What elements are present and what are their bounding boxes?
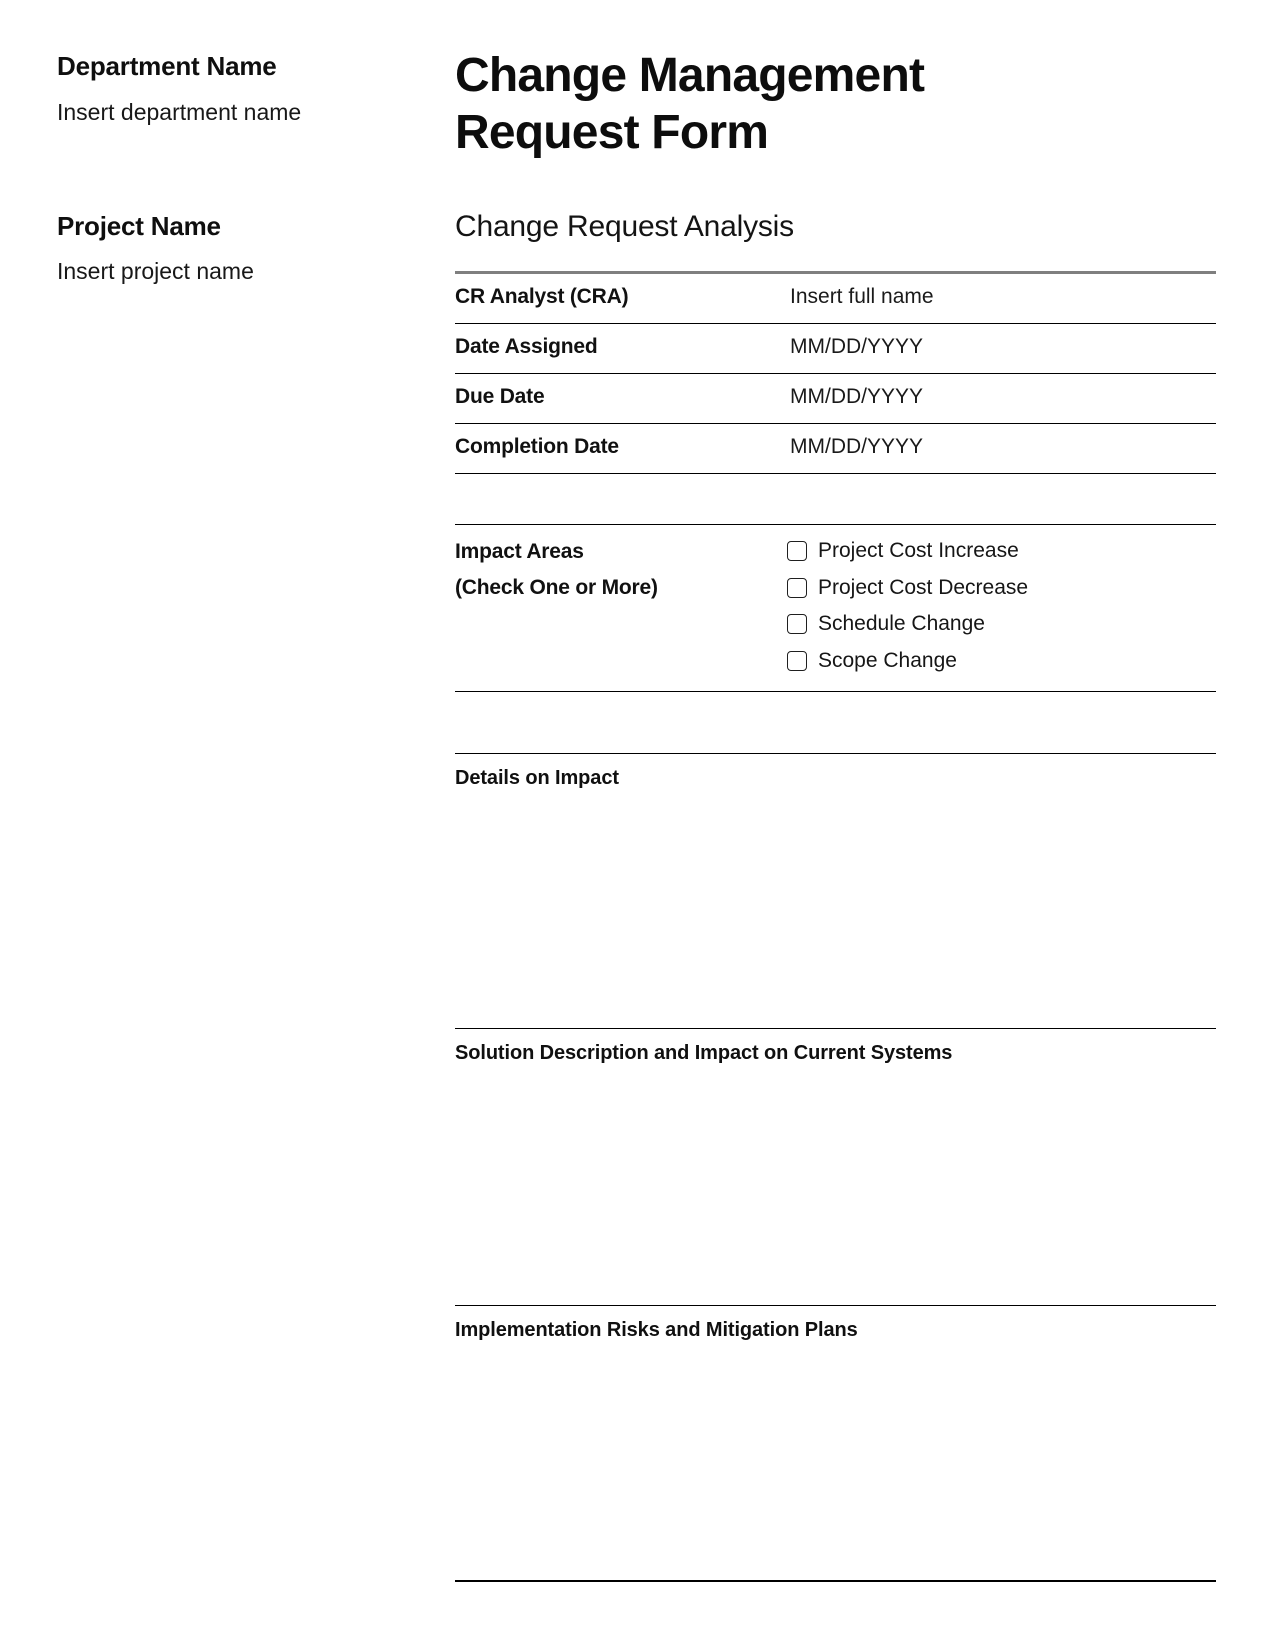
impact-option-schedule-change[interactable] (787, 606, 1216, 643)
cr-analyst-label: CR Analyst (CRA) (455, 285, 629, 308)
solution-description-section (455, 1028, 1216, 1305)
project-name-label: Project Name (57, 211, 221, 241)
table-row (455, 374, 1216, 424)
department-name-label: Department Name (57, 51, 277, 81)
completion-date-field[interactable]: MM/DD/YYYY (790, 435, 924, 458)
solution-description-input-area[interactable] (455, 1077, 1216, 1303)
impact-option-label: Project Cost Increase (818, 539, 1019, 563)
details-on-impact-section (455, 753, 1216, 1028)
table-row (455, 274, 1216, 324)
due-date-field[interactable]: MM/DD/YYYY (790, 385, 924, 408)
department-name-field[interactable]: Insert department name (57, 99, 302, 125)
impact-options-list (787, 533, 1216, 679)
impact-option-label: Schedule Change (818, 612, 985, 636)
solution-description-heading: Solution Description and Impact on Current Systems (455, 1042, 953, 1064)
implementation-risks-heading: Implementation Risks and Mitigation Plans (455, 1319, 858, 1341)
date-assigned-field[interactable]: MM/DD/YYYY (790, 335, 924, 358)
impact-option-project-cost-increase[interactable] (787, 533, 1216, 570)
table-row (455, 424, 1216, 474)
table-row (455, 324, 1216, 374)
checkbox-project-cost-increase[interactable] (787, 541, 807, 561)
impact-areas-block (455, 524, 1216, 692)
impact-option-label: Project Cost Decrease (818, 575, 1029, 599)
impact-areas-label-line2: (Check One or More) (455, 576, 658, 599)
checkbox-schedule-change[interactable] (787, 614, 807, 634)
project-name-field[interactable]: Insert project name (57, 258, 254, 284)
impact-option-label: Scope Change (818, 649, 957, 673)
change-request-analysis-heading: Change Request Analysis (455, 210, 794, 243)
checkbox-scope-change[interactable] (787, 651, 807, 671)
analysis-table (455, 271, 1216, 474)
impact-areas-label (455, 534, 658, 606)
page-title: Change Management Request Form (455, 49, 925, 159)
details-on-impact-input-area[interactable] (455, 802, 1216, 1026)
checkbox-project-cost-decrease[interactable] (787, 578, 807, 598)
date-assigned-label: Date Assigned (455, 335, 598, 358)
cr-analyst-field[interactable]: Insert full name (790, 285, 934, 308)
due-date-label: Due Date (455, 385, 545, 408)
impact-option-project-cost-decrease[interactable] (787, 570, 1216, 607)
completion-date-label: Completion Date (455, 435, 619, 458)
impact-option-scope-change[interactable] (787, 643, 1216, 680)
details-on-impact-heading: Details on Impact (455, 767, 619, 789)
impact-areas-label-line1: Impact Areas (455, 540, 584, 563)
implementation-risks-input-area[interactable] (455, 1354, 1216, 1578)
detail-sections (455, 753, 1216, 1582)
implementation-risks-section (455, 1305, 1216, 1582)
